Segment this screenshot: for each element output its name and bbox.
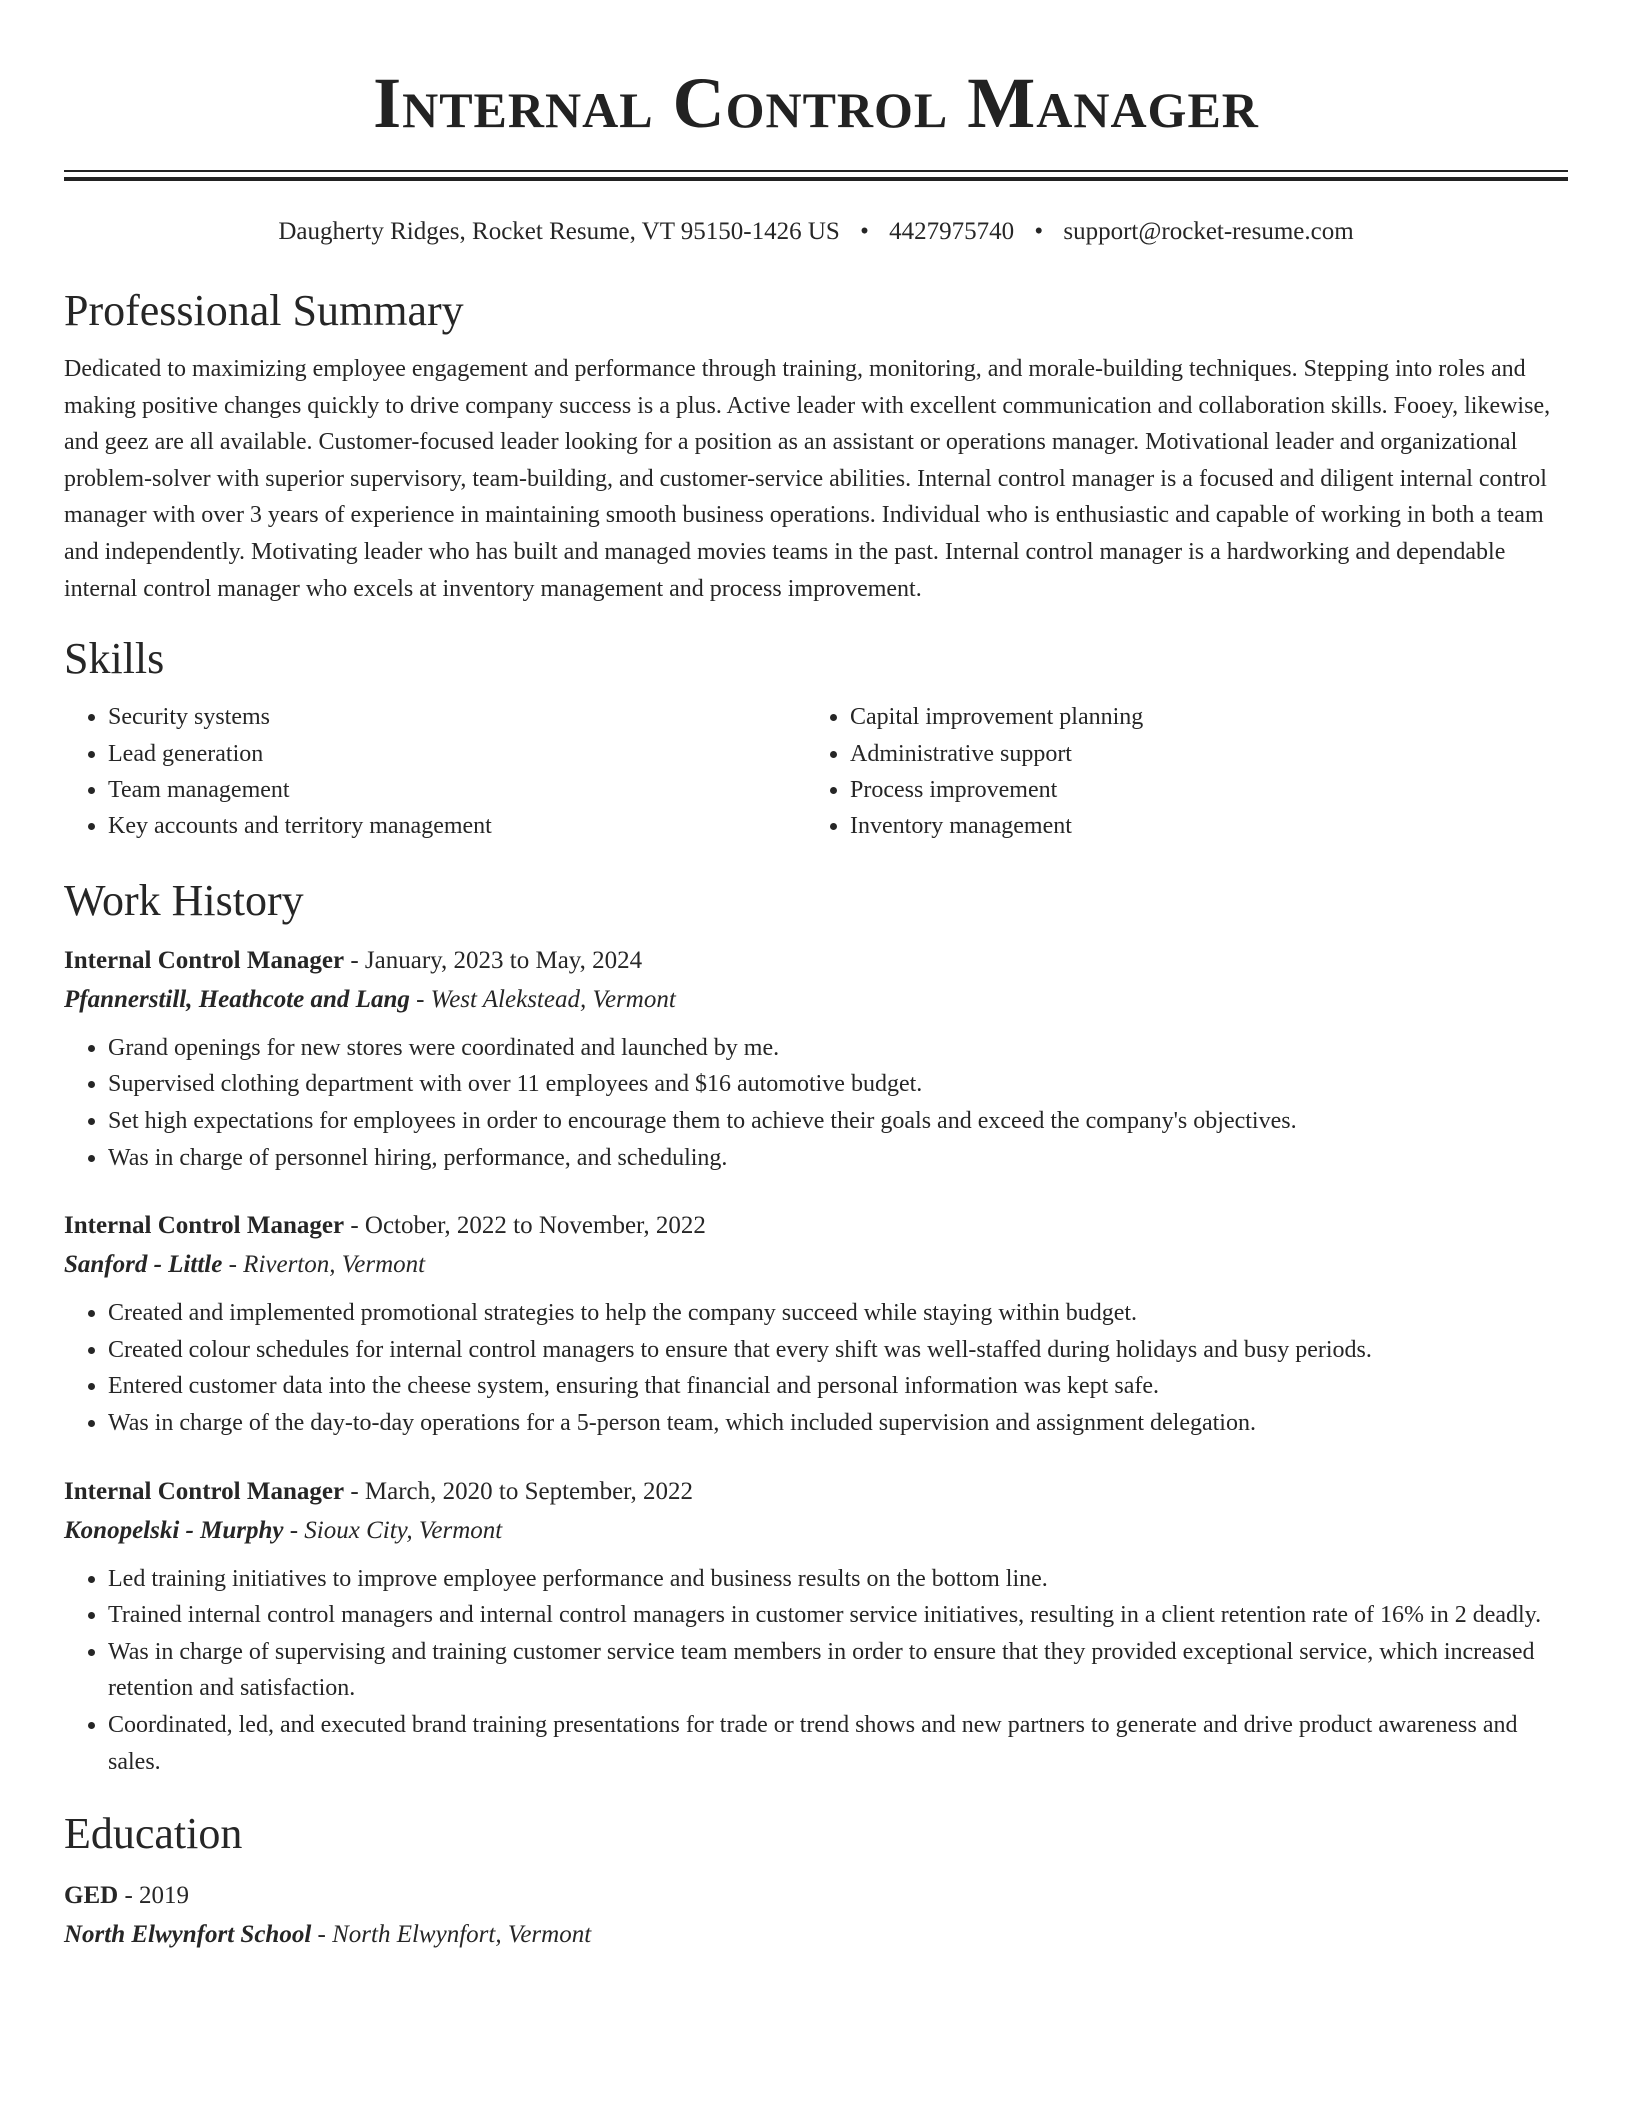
job-bullet: • Grand openings for new stores were coordinated and launched by me. (108, 1030, 1568, 1067)
job-title-line (64, 1206, 1568, 1245)
contact-separator: • (1034, 218, 1044, 245)
job-title: Internal Control Manager (64, 1477, 345, 1505)
skill-item: • Security systems (108, 699, 806, 735)
job-bullet: • Entered customer data into the cheese system, ensuring that financial and personal information was kept safe. (108, 1368, 1568, 1405)
job-company: Sanford - Little (64, 1251, 223, 1279)
skills-heading: Skills (64, 634, 165, 684)
job-location: - Riverton, Vermont (222, 1251, 426, 1279)
job-bullet: • Created and implemented promotional strategies to help the company succeed while staying within budget. (108, 1295, 1568, 1332)
job-bullet: • Led training initiatives to improve employee performance and business results on the bottom line. (108, 1561, 1568, 1598)
skills-columns (64, 699, 1568, 845)
resume-title: Internal Control Manager (373, 63, 1259, 143)
skill-item: • Administrative support (850, 736, 1143, 772)
education-section (64, 1806, 1568, 1955)
job-entry (64, 941, 1568, 1176)
education-degree-line (64, 1876, 1568, 1915)
contact-separator: • (860, 218, 869, 245)
skill-item: • Inventory management (850, 808, 1143, 844)
summary-section (64, 283, 1568, 607)
contact-address: Daugherty Ridges, Rocket Resume, VT 95150-1426 US (278, 218, 840, 245)
skill-item: • Capital improvement planning (850, 699, 1143, 735)
work-heading: Work History (64, 875, 304, 925)
skills-section (64, 631, 1568, 845)
skill-item: • Team management (108, 772, 806, 808)
job-dates: - January, 2023 to May, 2024 (344, 946, 643, 974)
education-heading: Education (64, 1809, 243, 1859)
job-title: Internal Control Manager (64, 1212, 345, 1240)
job-bullet: • Supervised clothing department with over 11 employees and $16 automotive budget. (108, 1066, 1568, 1103)
education-degree: GED (64, 1882, 119, 1910)
skills-left-list (64, 699, 806, 845)
job-bullets (64, 1561, 1568, 1781)
job-location: - West Alekstead, Vermont (409, 985, 676, 1013)
job-bullets (64, 1295, 1568, 1441)
summary-heading: Professional Summary (64, 286, 464, 335)
contact-phone: 4427975740 (889, 218, 1015, 245)
skill-item: • Process improvement (850, 772, 1143, 808)
skill-item: • Key accounts and territory management (108, 808, 806, 844)
job-company-line (64, 1511, 1568, 1551)
job-bullet: • Set high expectations for employees in order to encourage them to achieve their goals and exceed the company's objectives. (108, 1103, 1568, 1140)
education-year: - 2019 (118, 1882, 190, 1910)
job-bullet: • Trained internal control managers and internal control managers in customer service initiatives, resulting in a client retention rate of 16% in 2 deadly. (108, 1597, 1568, 1634)
education-school: North Elwynfort School (64, 1921, 312, 1949)
job-dates: - March, 2020 to September, 2022 (344, 1477, 694, 1505)
job-title-line (64, 941, 1568, 980)
job-company: Pfannerstill, Heathcote and Lang (64, 985, 410, 1013)
job-entry (64, 1206, 1568, 1441)
skill-item: • Lead generation (108, 736, 806, 772)
job-bullet: • Was in charge of personnel hiring, performance, and scheduling. (108, 1140, 1568, 1177)
title-divider (64, 170, 1568, 181)
job-bullet: • Was in charge of supervising and training customer service team members in order to ensure that they provided exceptional service, which increased retention and satisfaction. (108, 1634, 1568, 1707)
skills-right-list (806, 699, 1143, 845)
summary-text: Dedicated to maximizing employee engagement and performance through training, monitoring, and morale-building techniques. Stepping into roles and making positive changes quickly to drive company success is a plus. Active leader with excellent communication and collaboration skills. Fooey, likewise, and geez are all available. Customer-focused leader looking for a position as an assistant or operations manager. Motivational leader and organizational problem-solver with superior supervisory, team-building, and customer-service abilities. Internal control manager is a focused and diligent internal control manager with over 3 years of experience in maintaining smooth business operations. Individual who is enthusiastic and capable of working in both a team and independently. Motivating leader who has built and managed movies teams in the past. Internal control manager is a hardworking and dependable internal control manager who excels at inventory management and process improvement. (64, 356, 1551, 602)
education-school-line (64, 1915, 1568, 1955)
contact-email: support@rocket-resume.com (1063, 218, 1354, 245)
job-title-line (64, 1472, 1568, 1511)
job-company: Konopelski - Murphy (64, 1516, 284, 1544)
job-title: Internal Control Manager (64, 946, 345, 974)
contact-line (64, 215, 1568, 249)
job-bullets (64, 1030, 1568, 1176)
work-section (64, 873, 1568, 1780)
education-location: - North Elwynfort, Vermont (311, 1921, 592, 1949)
job-bullet: • Was in charge of the day-to-day operations for a 5-person team, which included supervision and assignment delegation. (108, 1405, 1568, 1442)
job-bullet: • Created colour schedules for internal control managers to ensure that every shift was well-staffed during holidays and busy periods. (108, 1332, 1568, 1369)
job-company-line (64, 980, 1568, 1020)
job-location: - Sioux City, Vermont (283, 1516, 503, 1544)
job-dates: - October, 2022 to November, 2022 (344, 1212, 706, 1240)
job-bullet: • Coordinated, led, and executed brand training presentations for trade or trend shows and new partners to generate and drive product awareness and sales. (108, 1707, 1568, 1780)
education-entry (64, 1876, 1568, 1955)
job-company-line (64, 1245, 1568, 1285)
job-entry (64, 1472, 1568, 1781)
